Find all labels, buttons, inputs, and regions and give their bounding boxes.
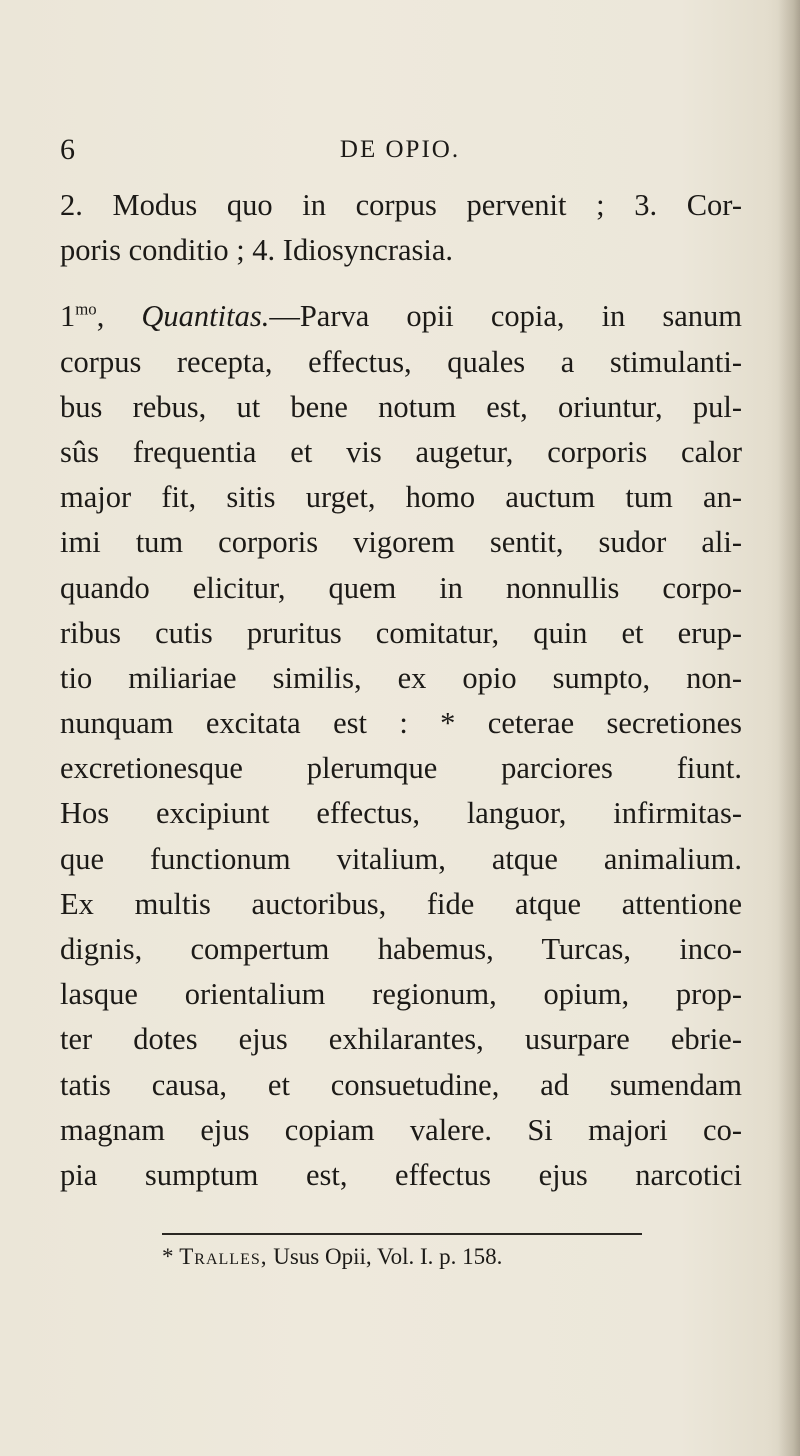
text-line: tatis causa, et consuetudine, ad sumendam: [60, 1067, 742, 1102]
text-line: corpus recepta, effectus, quales a stimulanti-: [60, 344, 742, 379]
text-line: imi tum corporis vigorem sentit, sudor ali-: [60, 525, 742, 560]
section-term: Quantitas.: [141, 299, 270, 334]
section-lead-text: —Parva opii copia, in sanum: [269, 299, 742, 334]
text-line: que functionum vitalium, atque animalium.: [60, 841, 742, 876]
text-line: pia sumptum est, effectus ejus narcotici: [60, 1157, 742, 1192]
text-line: Hos excipiunt effectus, languor, infirmitas-: [60, 796, 742, 831]
text-line: dignis, compertum habemus, Turcas, inco-: [60, 932, 742, 966]
text-line: ter dotes ejus exhilarantes, usurpare ebrie-: [60, 1022, 742, 1057]
ordinal-separator: ,: [96, 299, 142, 334]
footnote-author: Tralles,: [179, 1244, 268, 1269]
text-line: ribus cutis pruritus comitatur, quin et erup-: [60, 615, 742, 650]
text-line: excretionesque plerumque parciores fiunt.: [60, 751, 742, 786]
text-line-quantitas: [60, 294, 742, 339]
paragraph-gap: [60, 273, 742, 294]
page-edge-shadow: [778, 0, 800, 1456]
ordinal-suffix: mo: [75, 299, 97, 319]
ordinal-number: 1: [60, 299, 76, 334]
text-line: poris conditio ; 4. Idiosyncrasia.: [60, 233, 454, 268]
footnote-citation: Usus Opii, Vol. I. p. 158.: [267, 1244, 503, 1269]
text-line: tio miliariae similis, ex opio sumpto, non-: [60, 660, 742, 695]
text-line: Ex multis auctoribus, fide atque attentione: [60, 886, 742, 921]
footnote: [162, 1240, 722, 1274]
page-number: 6: [60, 133, 75, 166]
footnote-rule: [162, 1233, 642, 1235]
body-text: [60, 183, 742, 1198]
footnote-marker: *: [162, 1244, 180, 1269]
text-line: sûs frequentia et vis augetur, corporis calor: [60, 434, 742, 469]
text-line: lasque orientalium regionum, opium, prop-: [60, 977, 742, 1012]
text-line: bus rebus, ut bene notum est, oriuntur, pul-: [60, 389, 742, 424]
text-line: major fit, sitis urget, homo auctum tum an-: [60, 480, 742, 515]
page-header: [0, 130, 800, 170]
text-line: 2. Modus quo in corpus pervenit ; 3. Cor-: [60, 188, 742, 222]
text-line: quando elicitur, quem in nonnullis corpo-: [60, 570, 742, 605]
text-line: nunquam excitata est : * ceterae secretiones: [60, 706, 742, 741]
running-head: DE OPIO.: [339, 136, 461, 163]
text-line: magnam ejus copiam valere. Si majori co-: [60, 1112, 742, 1147]
